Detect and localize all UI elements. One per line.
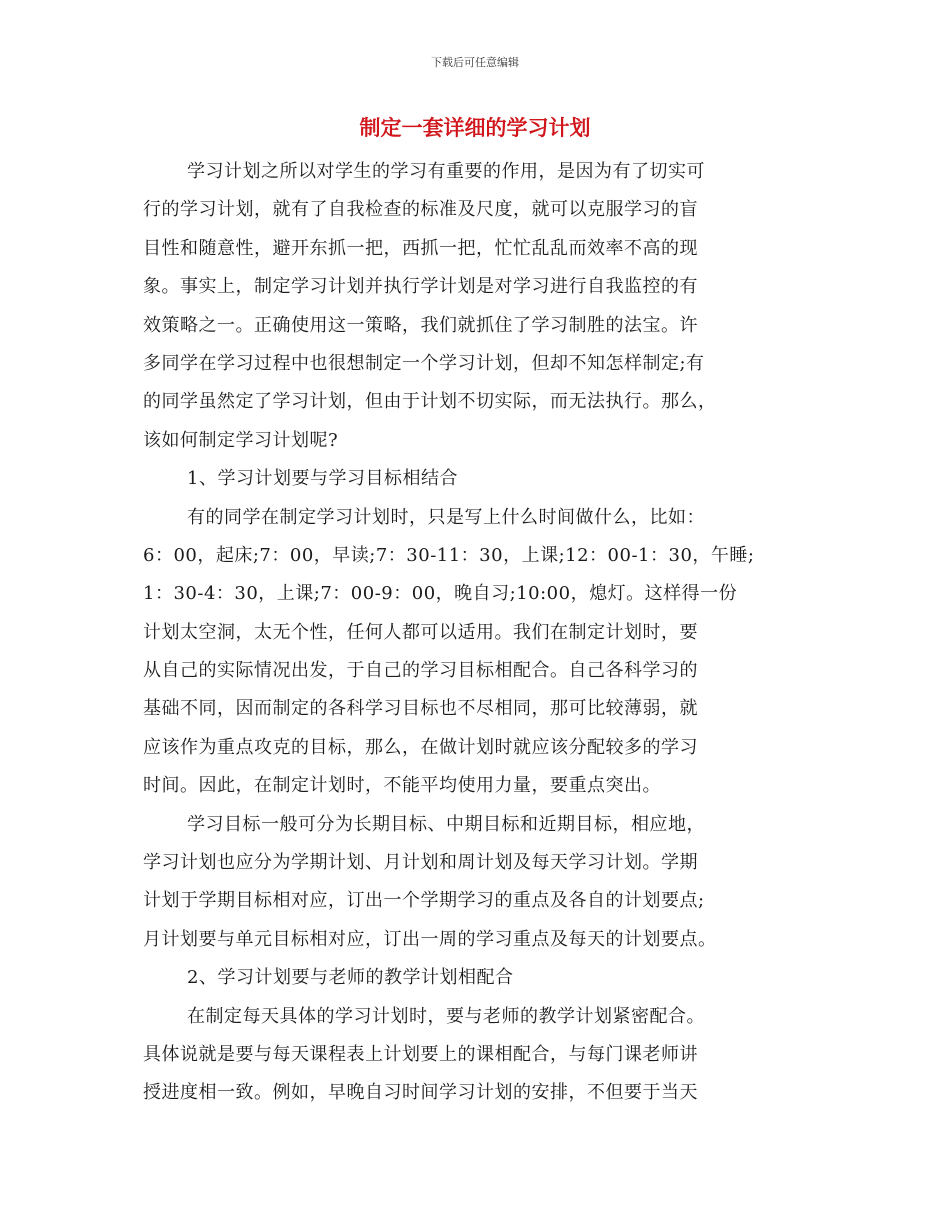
body-line: 基础不同，因而制定的各科学习目标也不尽相同，那可比较薄弱，就 [143, 698, 698, 720]
document-title: 制定一套详细的学习计划 [359, 116, 591, 140]
body-line: 学习计划之所以对学生的学习有重要的作用，是因为有了切实可 [187, 161, 705, 182]
document-body [143, 153, 813, 1113]
body-line: 多同学在学习过程中也很想制定一个学习计划，但却不知怎样制定;有 [143, 352, 705, 374]
body-line: 学习计划也应分为学期计划、月计划和周计划及每天学习计划。学期 [143, 852, 698, 874]
body-line: 在制定每天具体的学习计划时，要与老师的教学计划紧密配合。 [187, 1005, 705, 1027]
body-line: 该如何制定学习计划呢? [143, 429, 339, 451]
body-line: 时间。因此，在制定计划时，不能平均使用力量，要重点突出。 [143, 775, 661, 797]
body-line: 计划太空洞，太无个性，任何人都可以适用。我们在制定计划时，要 [143, 621, 698, 643]
body-line: 从自己的实际情况出发，于自己的学习目标相配合。自己各科学习的 [143, 660, 698, 682]
body-line: 目性和随意性，避开东抓一把，西抓一把，忙忙乱乱而效率不高的现 [143, 237, 698, 259]
body-line: 具体说就是要与每天课程表上计划要上的课相配合，与每门课老师讲 [143, 1043, 698, 1065]
section-heading: 2、学习计划要与老师的教学计划相配合 [187, 967, 514, 989]
body-line: 有的同学在制定学习计划时，只是写上什么时间做什么，比如： [187, 506, 705, 528]
body-line: 计划于学期目标相对应，订出一个学期学习的重点及各自的计划要点; [143, 890, 705, 912]
body-line: 象。事实上，制定学习计划并执行学计划是对学习进行自我监控的有 [143, 276, 698, 298]
body-line: 效策略之一。正确使用这一策略，我们就抓住了学习制胜的法宝。许 [143, 314, 698, 336]
body-line: 授进度相一致。例如，早晚自习时间学习计划的安排，不但要于当天 [143, 1082, 698, 1104]
body-line: 行的学习计划，就有了自我检查的标准及尺度，就可以克服学习的盲 [143, 199, 698, 221]
section-heading: 1、学习计划要与学习目标相结合 [187, 468, 458, 490]
body-line: 学习目标一般可分为长期目标、中期目标和近期目标，相应地， [187, 813, 705, 835]
body-line: 应该作为重点攻克的目标，那么，在做计划时就应该分配较多的学习 [143, 736, 698, 758]
body-line: 6：00，起床;7：00，早读;7：30-11：30，上课;12：00-1：30，午睡; [143, 544, 755, 566]
body-line: 月计划要与单元目标相对应，订出一周的学习重点及每天的计划要点。 [143, 928, 717, 950]
body-line: 的同学虽然定了学习计划，但由于计划不切实际，而无法执行。那么， [143, 391, 717, 413]
page-header-note: 下载后可任意编辑 [431, 56, 519, 69]
body-line: 1：30-4：30，上课;7：00-9：00，晚自习;10:00，熄灯。这样得一份 [143, 583, 738, 605]
